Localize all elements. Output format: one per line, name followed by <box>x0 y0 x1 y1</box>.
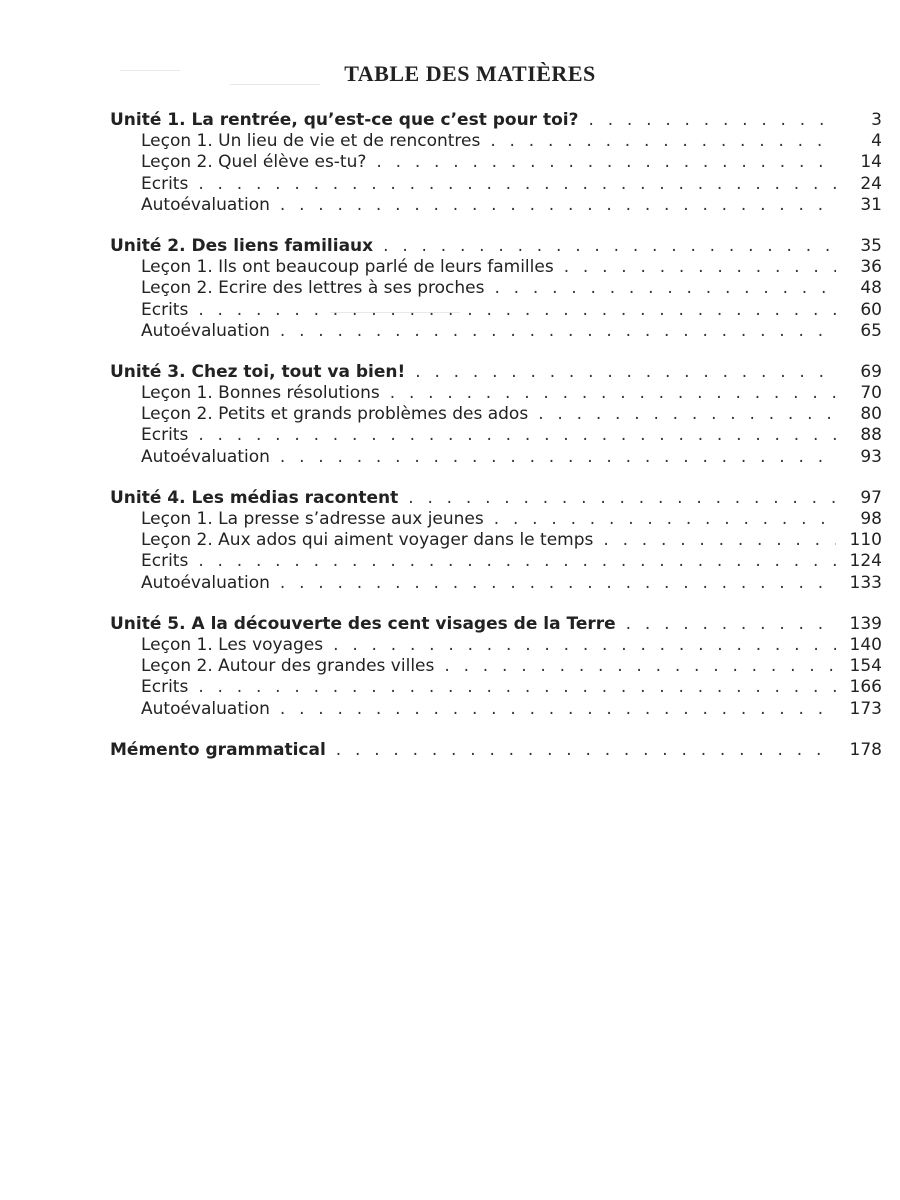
dot-leader <box>588 110 836 131</box>
toc-page-number: 97 <box>860 487 882 508</box>
toc-entry-label: Unité 5. A la découverte des cent visages de la Terre <box>110 613 616 634</box>
toc-entry-label: Leçon 2. Autour des grandes villes <box>141 656 435 677</box>
toc-entry-label: Leçon 2. Petits et grands problèmes des ados <box>141 404 529 425</box>
toc-entry[interactable] <box>110 174 882 195</box>
toc-entry-label: Leçon 1. Bonnes résolutions <box>141 383 380 404</box>
toc-entry[interactable] <box>110 425 882 446</box>
toc-page-number: 88 <box>860 425 882 446</box>
toc-page-number: 173 <box>849 698 882 719</box>
toc-entry[interactable] <box>110 257 882 278</box>
toc-entry-label: Unité 2. Des liens familiaux <box>110 235 374 256</box>
toc-entry-label: Autoévaluation <box>141 446 270 467</box>
toc-entry[interactable] <box>110 383 882 404</box>
dot-leader <box>494 278 836 299</box>
toc-unit-5 <box>110 614 882 720</box>
dot-leader <box>198 425 836 446</box>
toc-page-number: 93 <box>860 446 882 467</box>
toc-entry[interactable] <box>110 195 882 216</box>
dot-leader <box>198 677 836 698</box>
toc-page-number: 69 <box>860 361 882 382</box>
toc-page-number: 110 <box>849 530 882 551</box>
toc-entry-label: Unité 3. Chez toi, tout va bien! <box>110 361 406 382</box>
toc-unit-4 <box>110 488 882 594</box>
toc-page-number: 14 <box>860 152 882 173</box>
dot-leader <box>333 635 836 656</box>
toc-entry-label: Ecrits <box>141 173 189 194</box>
toc-unit-3 <box>110 362 882 468</box>
toc-entry[interactable] <box>110 447 882 468</box>
toc-page-number: 60 <box>860 299 882 320</box>
dot-leader <box>494 509 836 530</box>
dot-leader <box>603 530 836 551</box>
toc-entry-label: Leçon 1. Un lieu de vie et de rencontres <box>141 131 481 152</box>
toc-page-number: 124 <box>849 551 882 572</box>
toc-entry-label: Autoévaluation <box>141 320 270 341</box>
toc-memento-entry[interactable] <box>110 740 882 761</box>
page-title: TABLE DES MATIÈRES <box>344 60 596 86</box>
dot-leader <box>280 699 836 720</box>
toc-entry-label: Mémento grammatical <box>110 739 326 760</box>
toc-entry[interactable] <box>110 530 882 551</box>
toc-page-number: 166 <box>849 677 882 698</box>
dot-leader <box>408 488 836 509</box>
toc-entry[interactable] <box>110 573 882 594</box>
dot-leader <box>383 236 836 257</box>
dot-leader <box>538 404 836 425</box>
toc-entry[interactable] <box>110 131 882 152</box>
dot-leader <box>490 131 836 152</box>
toc-page-number: 154 <box>849 656 882 677</box>
dot-leader <box>376 152 836 173</box>
dot-leader <box>336 740 836 761</box>
dot-leader <box>390 383 836 404</box>
toc-entry[interactable] <box>110 656 882 677</box>
toc-entry[interactable] <box>110 677 882 698</box>
table-of-contents <box>110 110 882 761</box>
toc-unit-heading[interactable] <box>110 488 882 509</box>
toc-page-number: 36 <box>860 257 882 278</box>
toc-page-number: 178 <box>849 739 882 760</box>
toc-page-number: 24 <box>860 173 882 194</box>
toc-entry-label: Leçon 1. La presse s’adresse aux jeunes <box>141 509 484 529</box>
toc-entry-label: Autoévaluation <box>141 572 270 593</box>
toc-entry[interactable] <box>110 509 882 530</box>
toc-page-number: 3 <box>871 110 882 130</box>
toc-page-number: 4 <box>871 131 882 152</box>
toc-entry[interactable] <box>110 152 882 173</box>
toc-entry-label: Leçon 2. Quel élève es-tu? <box>141 152 367 173</box>
toc-page-number: 35 <box>860 235 882 256</box>
toc-entry-label: Leçon 1. Les voyages <box>141 634 324 655</box>
toc-unit-heading[interactable] <box>110 614 882 635</box>
dot-leader <box>198 300 836 321</box>
toc-entry-label: Leçon 1. Ils ont beaucoup parlé de leurs familles <box>141 257 554 278</box>
toc-entry[interactable] <box>110 635 882 656</box>
toc-entry-label: Unité 1. La rentrée, qu’est-ce que c’est pour toi? <box>110 110 579 130</box>
toc-page-number: 48 <box>860 278 882 299</box>
dot-leader <box>280 195 836 216</box>
toc-entry-label: Ecrits <box>141 425 189 446</box>
toc-entry[interactable] <box>110 321 882 342</box>
toc-entry[interactable] <box>110 300 882 321</box>
dot-leader <box>198 174 836 195</box>
dot-leader <box>280 447 836 468</box>
toc-page-number: 140 <box>849 634 882 655</box>
dot-leader <box>444 656 836 677</box>
toc-entry-label: Autoévaluation <box>141 194 270 215</box>
toc-page-number: 133 <box>849 572 882 593</box>
toc-page-number: 80 <box>860 404 882 425</box>
dot-leader <box>280 321 836 342</box>
toc-entry-label: Leçon 2. Aux ados qui aiment voyager dans le temps <box>141 530 594 551</box>
toc-entry[interactable] <box>110 551 882 572</box>
toc-unit-2 <box>110 236 882 342</box>
toc-page-number: 139 <box>849 613 882 634</box>
dot-leader <box>564 257 836 278</box>
toc-page-number: 70 <box>860 383 882 404</box>
dot-leader <box>198 551 836 572</box>
toc-entry-label: Ecrits <box>141 299 189 320</box>
dot-leader <box>280 573 836 594</box>
toc-entry-label: Autoévaluation <box>141 698 270 719</box>
toc-unit-heading[interactable] <box>110 236 882 257</box>
dot-leader <box>626 614 836 635</box>
toc-unit-1 <box>110 110 882 216</box>
toc-unit-heading[interactable] <box>110 110 882 131</box>
toc-page-number: 31 <box>860 194 882 215</box>
toc-entry-label: Unité 4. Les médias racontent <box>110 487 399 508</box>
dot-leader <box>415 362 836 383</box>
toc-entry[interactable] <box>110 404 882 425</box>
toc-page-number: 98 <box>860 509 882 529</box>
toc-entry[interactable] <box>110 278 882 299</box>
toc-entry-label: Ecrits <box>141 551 189 572</box>
toc-entry[interactable] <box>110 699 882 720</box>
toc-unit-heading[interactable] <box>110 362 882 383</box>
toc-page-number: 65 <box>860 320 882 341</box>
toc-entry-label: Leçon 2. Ecrire des lettres à ses proches <box>141 278 485 299</box>
toc-entry-label: Ecrits <box>141 677 189 698</box>
